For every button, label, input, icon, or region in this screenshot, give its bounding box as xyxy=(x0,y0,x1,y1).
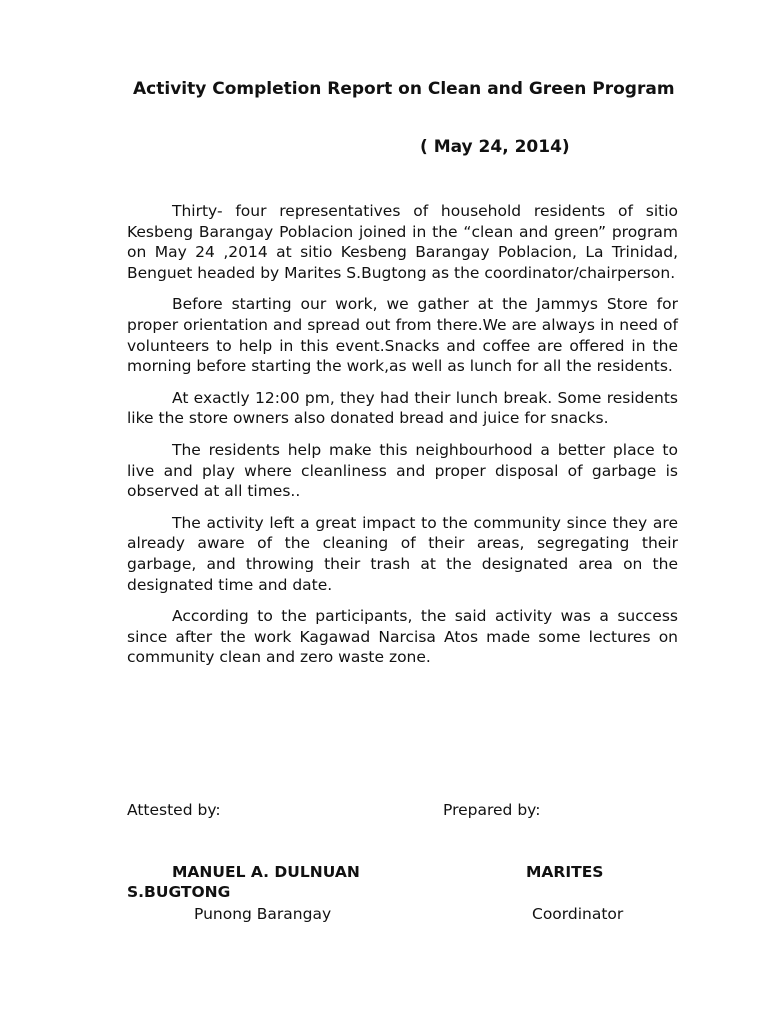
prepared-signatory-role: Coordinator xyxy=(532,905,624,923)
attested-signatory-name: MANUEL A. DULNUAN xyxy=(172,863,360,881)
paragraph-neighbourhood: The residents help make this neighbourhood a better place to live and play where cleanliness and proper disposal of garbage is observed at all times.. xyxy=(127,440,678,501)
prepared-signatory-name-line2: S.BUGTONG xyxy=(127,883,231,901)
report-title: Activity Completion Report on Clean and Green Program xyxy=(133,79,675,99)
prepared-by-label: Prepared by: xyxy=(443,801,541,819)
prepared-signatory-name-line1: MARITES xyxy=(526,863,604,881)
attested-by-label: Attested by: xyxy=(127,801,221,819)
paragraph-lunch: At exactly 12:00 pm, they had their lunch break. Some residents like the store owners also donated bread and juice for snacks. xyxy=(127,388,678,428)
report-body xyxy=(127,201,678,679)
attested-signatory-role: Punong Barangay xyxy=(194,905,332,923)
paragraph-success: According to the participants, the said activity was a success since after the work Kagawad Narcisa Atos made some lectures on community clean and zero waste zone. xyxy=(127,607,678,667)
paragraph-gathering: Before starting our work, we gather at the Jammys Store for proper orientation and spread out from there.We are always in need of volunteers to help in this event.Snacks and coffee are offered in the morning before starting the work,as well as lunch for all the residents. xyxy=(127,295,678,376)
paragraph-participants: Thirty- four representatives of household residents of sitio Kesbeng Barangay Poblacion joined in the “clean and green” program on May 24 ,2014 at sitio Kesbeng Barangay Poblacion, La Trinidad, Benguet headed by Marites S.Bugtong as the coordinator/chairperson. xyxy=(127,202,678,282)
paragraph-impact: The activity left a great impact to the community since they are already aware of the cleaning of their areas, segregating their garbage, and throwing their trash at the designated area on the designated time and date. xyxy=(127,513,678,594)
report-date: ( May 24, 2014) xyxy=(420,137,570,157)
